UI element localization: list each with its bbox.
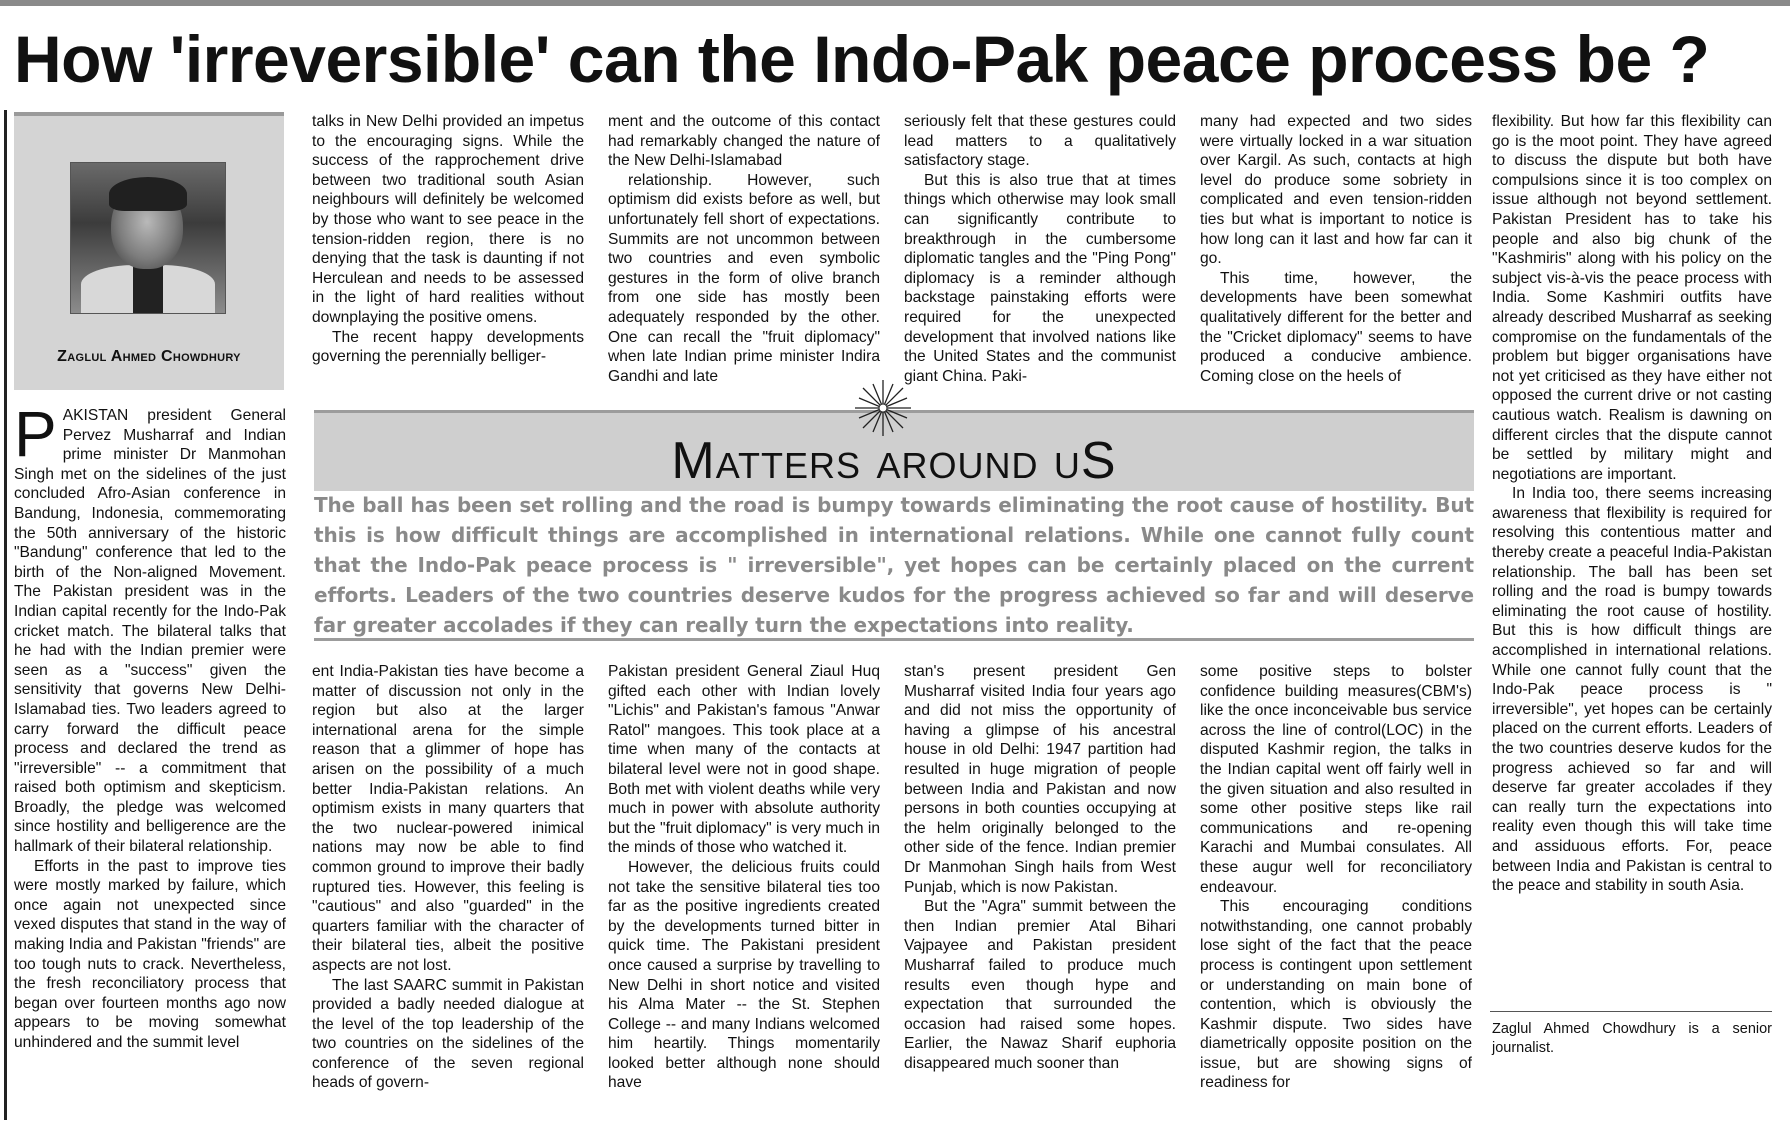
paragraph: Pakistan president General Ziaul Huq gifted each other with Indian lovely "Lichis" and Pakistan's famous "Anwar Ratol" mangoes. This took place at a time when many of the contacts at bilateral level were not in good shape. Both met with violent deaths while very much in power with absolute authority but the "fruit diplomacy" is very much in the minds of those who watched it. — [608, 663, 880, 857]
paragraph: But the "Agra" summit between the then Indian premier Atal Bihari Vajpayee and Pakistan president Musharraf failed to produce much results even though hype and expectation that surrounded the occasion had raised some hopes. Earlier, the Nawaz Sharif euphoria disappeared much sooner than — [904, 898, 1176, 1072]
paragraph: The recent happy developments governing the perennially belliger- — [312, 328, 584, 366]
left-column-rule — [4, 110, 7, 1120]
paragraph: This encouraging conditions notwithstanding, one cannot probably lose sight of the fact that the peace process is contingent upon settlement or understanding on main bone of contention, which is obviously the Kashmir dispute. Two sides have diametrically opposite position on the issue, but are showing signs of readiness for — [1200, 898, 1472, 1092]
paragraph: flexibility. But how far this flexibility can go is the moot point. They have agreed to discuss the dispute but both have compulsions since it is too complex on issue although not beyond settlement. Pakistan President has to take his people and also big chunk of the "Kashmiris" along with his policy on the subject vis-à-vis the peace process with India. Some Kashmiri outfits have already described Musharraf as seeking compromise on the fundamentals of the problem but bigger organisations have not yet criticised as they have either not opposed the current drive or not casting cautious watch. Realism is dawning on different circles that the dispute cannot be settled by military might and negotiations are important. — [1492, 113, 1772, 483]
article-column-5-top — [1200, 112, 1472, 386]
bio-separator — [1490, 1011, 1772, 1012]
article-column-1 — [14, 398, 286, 1053]
article-column-3-bottom — [608, 662, 880, 1093]
paragraph: seriously felt that these gestures could lead matters to a qualitatively satisfactory stage. — [904, 113, 1176, 170]
paragraph: This time, however, the developments have been somewhat qualitatively different for the better and the "Cricket diplomacy" seems to have produced a conducive ambience. Coming close on the heels of — [1200, 269, 1472, 385]
author-byline: Zaglul Ahmed Chowdhury — [57, 348, 241, 365]
paragraph: relationship. However, such optimism did exists before as well, but unfortunately fell short of expectations. Summits are not uncommon between two countries and even symbolic gestures in the form of olive branch from one side has mostly been adequately responded by the other. One can recall the "fruit diplomacy" when late Indian prime minister Indira Gandhi and late — [608, 171, 880, 385]
paragraph: talks in New Delhi provided an impetus to the encouraging signs. While the success of the rapprochement drive between two traditional south Asian neighbours will definitely be welcomed by those who want to see peace in the tension-ridden region, there is no denying that the task is daunting if not Herculean and needs to be assessed in the light of hard realities without downplaying the positive omens. — [312, 113, 584, 326]
paragraph: The last SAARC summit in Pakistan provided a badly needed dialogue at the level of the top leadership of the two countries on the sidelines of the conference of the seven regional heads of govern- — [312, 976, 584, 1092]
paragraph: many had expected and two sides were virtually locked in a war situation over Kargil. As such, contacts at high level do produce some sobriety in complicated and even tension-ridden ties but what is important to notice is how long can it last and how far can it go. — [1200, 113, 1472, 268]
author-bio: Zaglul Ahmed Chowdhury is a senior journalist. — [1492, 1021, 1772, 1056]
drop-cap: P — [14, 398, 57, 470]
headline: How 'irreversible' can the Indo-Pak peace process be ? — [14, 22, 1710, 96]
article-column-2-bottom — [312, 662, 584, 1093]
section-title: Matters around uS — [671, 432, 1117, 490]
paragraph: AKISTAN president General Pervez Musharraf and Indian prime minister Dr Manmohan Singh met on the sidelines of the just concluded Afro-Asian conference in Bandung, Indonesia, commemorating the 50th anniversary of the historic "Bandung" conference that led to the birth of the Non-aligned Movement. The Pakistan president was in the Indian capital recently for the Indo-Pak cricket match. The bilateral talks that he had with the Indian premier were seen as a "success" given the sensitivity that governs New Delhi-Islamabad ties. Two leaders agreed to carry forward the difficult peace process and declared the trend as "irreversible" -- a commitment that raised both optimism and skepticism. Broadly, the pledge was welcomed since hostility and belligerence are the hallmark of their bilateral relationship. — [14, 407, 286, 856]
article-column-3-top — [608, 112, 880, 386]
article-column-4-top — [904, 112, 1176, 386]
article-column-4-bottom — [904, 662, 1176, 1073]
paragraph: some positive steps to bolster confidence building measures(CBM's) like the once inconceivable bus service across the line of control(LOC) in the disputed Kashmir region, the talks in the Indian capital went off fairly well in the given situation and also resulted in some other positive steps like rail communications and re-opening Karachi and Mumbai consulates. All these augur well for reconciliatory endeavour. — [1200, 663, 1472, 896]
top-rule — [0, 0, 1790, 6]
article-column-6 — [1492, 112, 1772, 896]
paragraph: However, the delicious fruits could not take the sensitive bilateral ties too far as the positive ingredients created by the developments turned bitter in quick time. The Pakistani president once caused a surprise by travelling to New Delhi in short notice and visited his Alma Mater -- the St. Stephen College -- and many Indians welcomed him heartily. Things momentarily looked better although none should have — [608, 858, 880, 1092]
paragraph: But this is also true that at times things which otherwise may look small can significantly contribute to breakthrough in the cumbersome diplomatic tangles and the "Ping Pong" diplomacy is a reminder although backstage painstaking efforts were required for the unexpected development that involved nations like the United States and the communist giant China. Paki- — [904, 171, 1176, 385]
author-photo-box — [14, 112, 284, 390]
article-column-5-bottom — [1200, 662, 1472, 1093]
star-burst-icon — [853, 378, 913, 438]
paragraph: Efforts in the past to improve ties were mostly marked by failure, which once again not unexpected since vexed disputes that stand in the way of making India and Pakistan "friends" are too tough nuts to crack. Nevertheless, the fresh reconciliatory process that began over fourteen months ago now appears to be moving somewhat unhindered and the summit level — [14, 857, 286, 1051]
article-column-2-top — [312, 112, 584, 367]
paragraph: stan's present president Gen Musharraf visited India four years ago and did not miss the opportunity of having a glimpse of his ancestral house in old Delhi: 1947 partition had resulted in huge migration of people between India and Pakistan and now persons in both counties occupying at the helm originally belonged to the other side of the fence. Indian premier Dr Manmohan Singh hails from West Punjab, which is now Pakistan. — [904, 663, 1176, 896]
author-portrait — [70, 162, 226, 314]
standfirst: The ball has been set rolling and the road is bumpy towards eliminating the root cause of hostility. But this is how difficult things are accomplished in international relations. While one cannot fully count that the Indo-Pak peace process is " irreversible", yet hopes can be certainly placed on the current efforts. Leaders of the two countries deserve kudos for the progress achieved so far and will deserve far greater accolades if they can really turn the expectations into reality. — [314, 493, 1474, 637]
paragraph: ment and the outcome of this contact had remarkably changed the nature of the New Delhi-Islamabad — [608, 113, 880, 170]
paragraph: In India too, there seems increasing awareness that flexibility is required for resolving this contentious matter and thereby create a peaceful India-Pakistan relationship. The ball has been set rolling and the road is bumpy towards eliminating the root cause of hostility. But this is how difficult things are accomplished in international relations. While one cannot fully count that the Indo-Pak peace process is " irreversible", yet hopes can be certainly placed on the current efforts. Leaders of the two countries deserve kudos for the progress achieved so far and will deserve far greater accolades if they can really turn the expectations into reality even though this will take time and assiduous efforts. For, peace between India and Pakistan is central to the peace and stability in south Asia. — [1492, 485, 1772, 895]
paragraph: ent India-Pakistan ties have become a matter of discussion not only in the region but also at the larger international arena for the simple reason that a glimmer of hope has arisen on the possibility of a much better India-Pakistan relations. An optimism exists in many quarters that the two nuclear-powered inimical nations may now be able to find common ground to improve their badly ruptured ties. However, this feeling is "cautious" and also "guarded" in the quarters familiar with the character of their bilateral ties, albeit the positive aspects are not lost. — [312, 663, 584, 974]
banner-bottom-rule — [314, 638, 1474, 641]
